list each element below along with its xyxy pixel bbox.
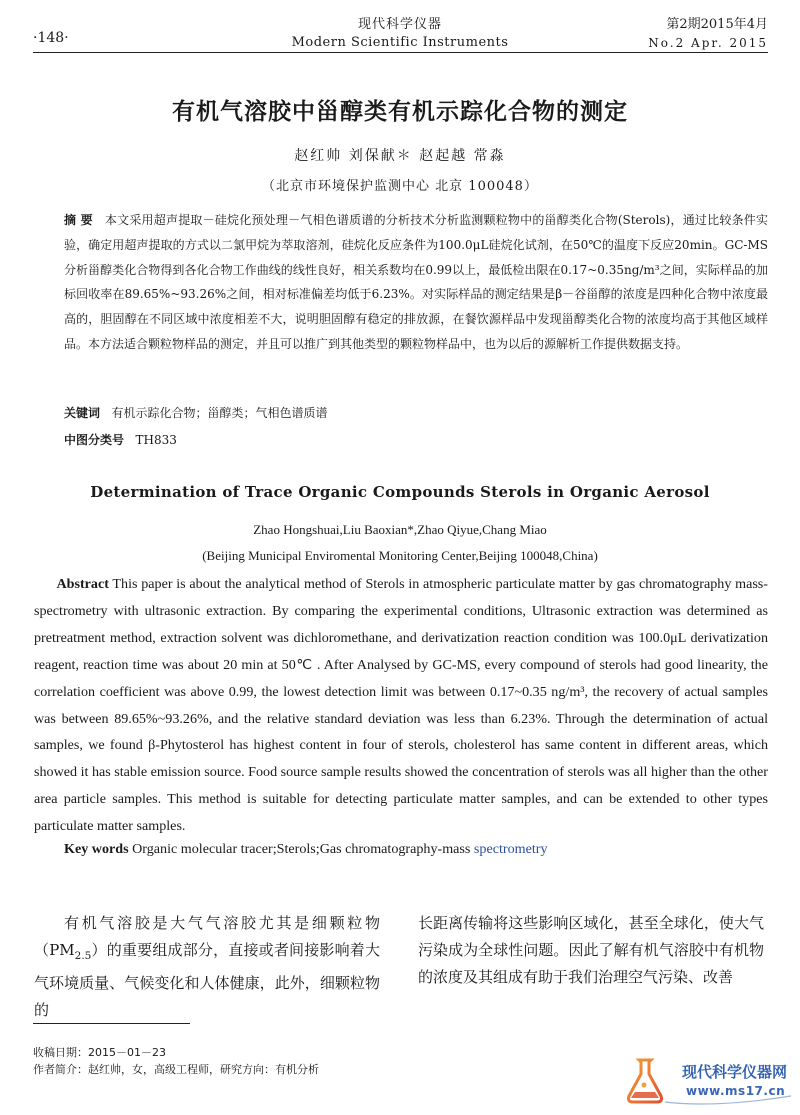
header-rule xyxy=(33,52,768,53)
watermark-url[interactable]: www.ms17.cn xyxy=(686,1084,786,1098)
body-column-left xyxy=(34,910,380,1024)
keywords-cn-label: 关键词 xyxy=(64,406,101,420)
keywords-cn xyxy=(64,404,327,421)
keywords-en-text: Organic molecular tracer;Sterols;Gas chromatography-mass xyxy=(132,841,474,857)
footnote-author-bio: 作者简介：赵红帅，女，高级工程师，研究方向：有机分析 xyxy=(33,1063,319,1076)
authors-en: Zhao Hongshuai,Liu Baoxian*,Zhao Qiyue,Chang Miao xyxy=(253,522,547,537)
body-column-right: 长距离传输将这些影响区域化，甚至全球化，使大气污染成为全球性问题。因此了解有机气溶胶中有机物的浓度及其组成有助于我们治理空气污染、改善 xyxy=(418,914,764,986)
body-left-text-b: ）的重要组成部分，直接或者间接影响着大气环境质量、气候变化和人体健康，此外，细颗粒物的 xyxy=(34,941,380,1019)
paper-title-en: Determination of Trace Organic Compounds Sterols in Organic Aerosol xyxy=(90,483,710,501)
abstract-cn xyxy=(64,208,768,357)
keywords-cn-text: 有机示踪化合物；甾醇类；气相色谱质谱 xyxy=(111,406,328,420)
footnote-received: 收稿日期：2015－01－23 xyxy=(33,1046,166,1059)
abstract-en-text: This paper is about the analytical method of Sterols in atmospheric particulate matter by gas chromatography mass-spectrometry with ultrasonic extraction. By comparing the experimental conditions, Ultrasonic extraction was determined as pretreatment method, extraction solvent was dichloromethane, and derivatization reaction condition was 100.0μL derivatization reagent, reaction time was about 20 min at 50℃ . After Analysed by GC-MS, every compound of sterols had good linearity, the correlation coefficient was above 0.99, the lowest detection limit was between 0.17~0.35 ng/m³, the recovery of actual samples was between 89.65%~93.26%, and the relative standard deviation was less than 6.23%. Through the determination of actual samples, we found β-Phytosterol has highest content in four of sterols, cholesterol has same content in different areas, which showed it has stable emission source. Food source sample results showed the concentration of sterols was all higher than the other area particle samples. This method is suitable for detecting particulate matter samples, and can be extended to other types particulate matter samples. xyxy=(34,576,768,835)
affiliation-en: (Beijing Municipal Enviromental Monitoring Center,Beijing 100048,China) xyxy=(202,548,598,563)
abstract-cn-text: 本文采用超声提取－硅烷化预处理－气相色谱质谱的分析技术分析监测颗粒物中的甾醇类化合物(Sterols)，通过比较条件实验，确定用超声提取的方式以二氯甲烷为萃取溶剂，硅烷化反应条件为100.0μL硅烷化试剂，在50℃的温度下反应20min。GC-MS分析甾醇类化合物得到各化合物工作曲线的线性良好，相关系数均在0.99以上，最低检出限在0.17~0.35ng/m³之间，实际样品的加标回收率在89.65%~93.26%之间，相对标准偏差均低于6.23%。对实际样品的测定结果是β－谷甾醇的浓度是四种化合物中浓度最高的，胆固醇在不同区域中浓度相差不大，说明胆固醇有稳定的排放源，在餐饮源样品中发现甾醇类化合物的浓度均高于其他区域样品。本方法适合颗粒物样品的测定，并且可以推广到其他类型的颗粒物样品中，也为以后的源解析工作提供数据支持。 xyxy=(64,213,768,351)
journal-name-cn: 现代科学仪器 xyxy=(357,17,442,32)
journal-name-en: Modern Scientific Instruments xyxy=(291,35,509,50)
keywords-en xyxy=(64,841,548,858)
watermark-title: 现代科学仪器网 xyxy=(682,1063,788,1081)
paper-title-cn: 有机气溶胶中甾醇类有机示踪化合物的测定 xyxy=(172,98,628,125)
page-number: ·148· xyxy=(33,30,69,46)
issue-cn: 第2期2015年4月 xyxy=(666,17,768,32)
issue-info xyxy=(648,13,768,50)
body-left-text-a: 有机气溶胶是大气气溶胶尤其是细颗粒物（PM xyxy=(34,914,380,959)
body-left-subscript: 2.5 xyxy=(74,950,92,962)
abstract-cn-label: 摘 要 xyxy=(64,213,93,227)
keywords-en-label: Key words xyxy=(64,841,129,857)
classification-cn xyxy=(64,431,177,448)
classification-cn-label: 中图分类号 xyxy=(64,433,125,447)
authors-cn: 赵红帅 刘保献＊ 赵起越 常淼 xyxy=(294,148,506,164)
abstract-en-label: Abstract xyxy=(56,576,109,592)
classification-cn-text: TH833 xyxy=(135,433,177,447)
keywords-en-link[interactable]: spectrometry xyxy=(473,841,548,857)
abstract-en xyxy=(34,571,768,840)
footnote-rule xyxy=(33,1023,190,1024)
issue-en: No.2 Apr. 2015 xyxy=(648,36,768,50)
affiliation-cn: （北京市环境保护监测中心 北京 100048） xyxy=(262,179,538,194)
